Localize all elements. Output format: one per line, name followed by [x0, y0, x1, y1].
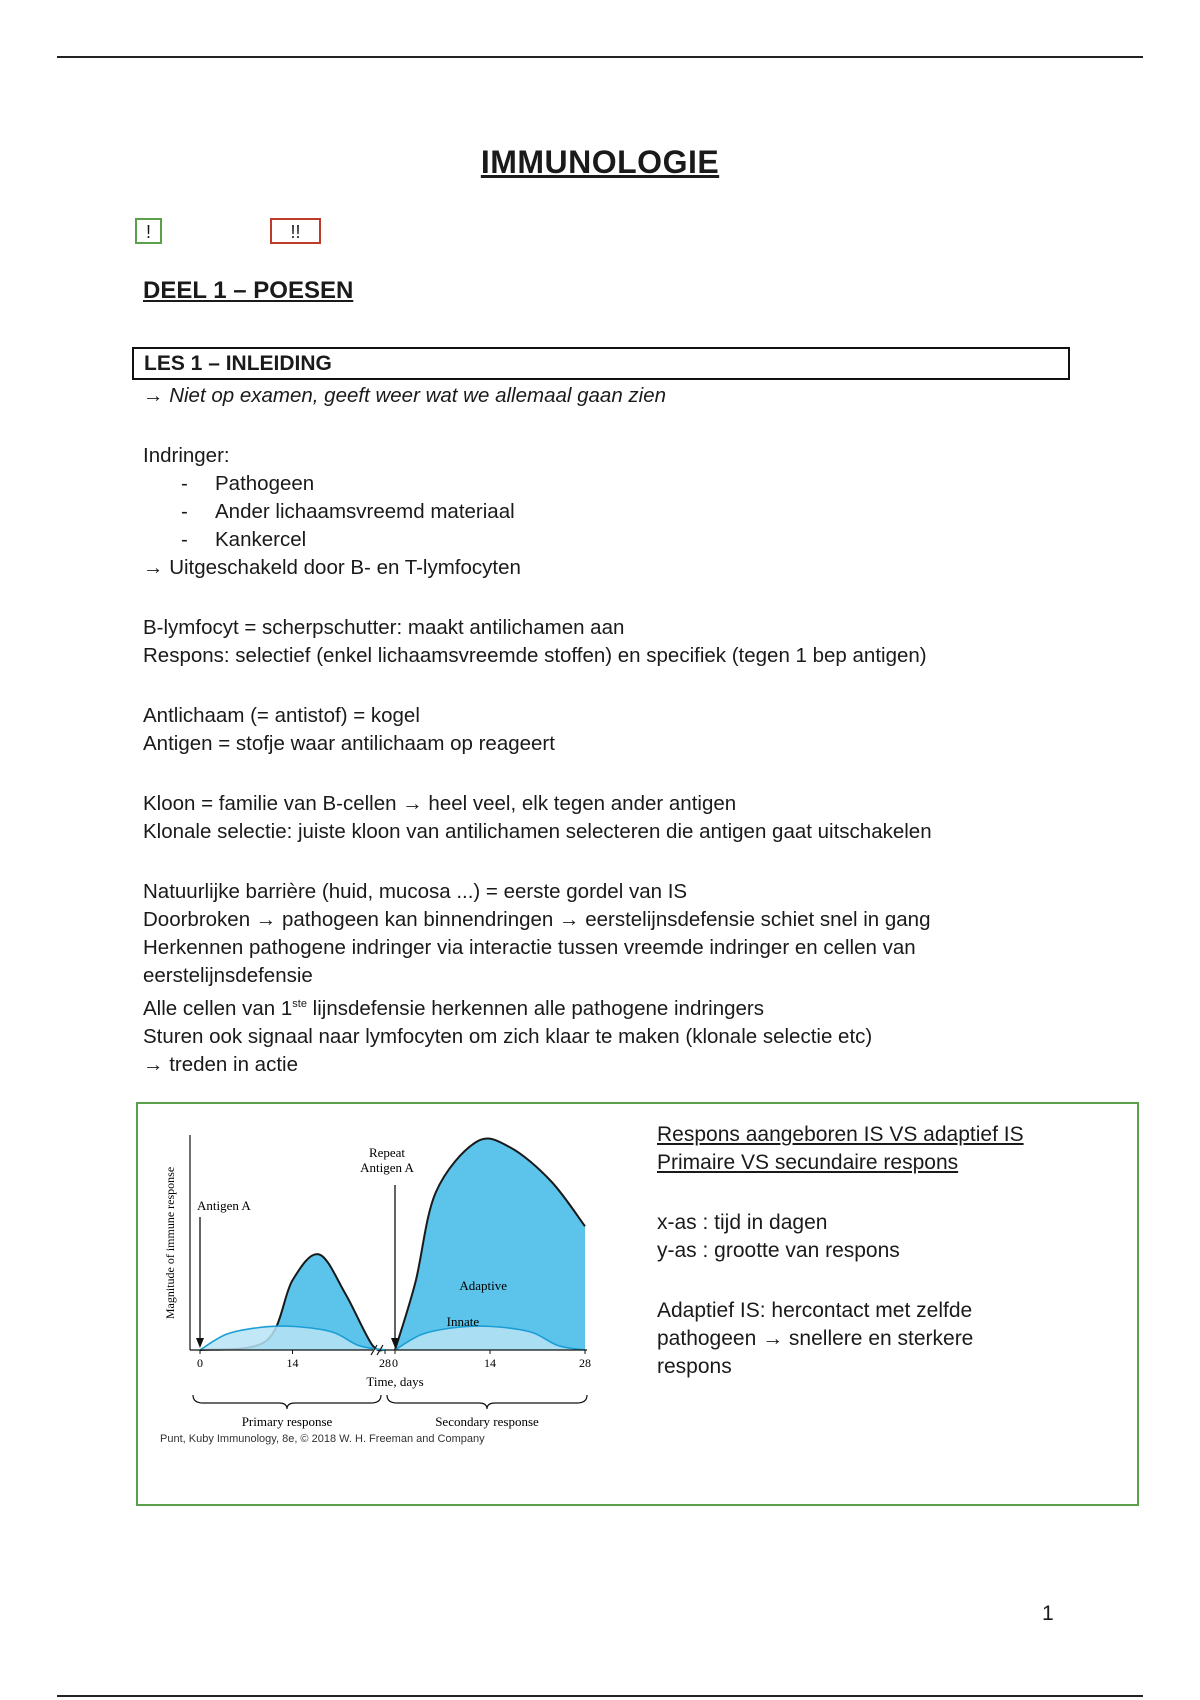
note-antigen: Antigen = stofje waar antilichaam op reageert — [143, 732, 555, 755]
figure-heading-2: Primaire VS secundaire respons — [657, 1151, 959, 1174]
page-number: 1 — [1042, 1602, 1054, 1625]
series-label-adaptive: Adaptive — [459, 1278, 508, 1293]
x-tick-label-primary: 14 — [286, 1356, 299, 1370]
figure-adaptief-3: respons — [657, 1355, 732, 1378]
figure-notes — [657, 1121, 1117, 1381]
annotation-repeat-antigen-a: Antigen A — [360, 1160, 414, 1175]
note-treden: → treden in actie — [143, 1052, 298, 1076]
note-sturen: Sturen ook signaal naar lymfocyten om zich klaar te maken (klonale selectie etc) — [143, 1024, 873, 1048]
note-indringer-heading: Indringer: — [143, 444, 230, 467]
x-tick-label-primary: 28 — [379, 1356, 391, 1370]
note-alle-cellen-pre: Alle cellen van 1 — [143, 996, 293, 1020]
figure-adaptief-1: Adaptief IS: hercontact met zelfde — [657, 1299, 973, 1322]
bottom-rule — [57, 1695, 1143, 1697]
arrow-head — [196, 1338, 204, 1348]
note-doorbroken: Doorbroken → pathogeen kan binnendringen → eerstelijnsdefensie schiet snel in gang — [143, 908, 931, 931]
figure-yas: y-as : grootte van respons — [657, 1239, 900, 1262]
figure-adaptief-2: pathogeen → snellere en sterkere — [657, 1327, 974, 1350]
x-tick-label-secondary: 28 — [579, 1356, 591, 1370]
note-klonale: Klonale selectie: juiste kloon van antilichamen selecteren die antigen gaat uitschakelen — [143, 820, 932, 843]
figure-heading-1: Respons aangeboren IS VS adaptief IS — [657, 1123, 1024, 1146]
list-item-text: Kankercel — [215, 528, 307, 551]
note-herkennen-2: eerstelijnsdefensie — [143, 964, 313, 987]
list-item-text: Pathogeen — [215, 472, 315, 495]
series-label-innate: Innate — [446, 1314, 480, 1329]
page-title: IMMUNOLOGIE — [480, 144, 720, 180]
note-alle-cellen-sup: ste — [292, 998, 307, 1010]
section-heading: DEEL 1 – POESEN — [143, 277, 354, 304]
list-item-text: Ander lichaamsvreemd materiaal — [215, 500, 515, 523]
figure-credit: Punt, Kuby Immunology, 8e, © 2018 W. H. Freeman and Company — [160, 1433, 485, 1445]
note-herkennen-1: Herkennen pathogene indringer via interactie tussen vreemde indringer en cellen van — [143, 936, 916, 959]
annotation-antigen-a: Antigen A — [197, 1198, 251, 1213]
annotation-repeat: Repeat — [368, 1145, 406, 1160]
x-tick-label-secondary: 14 — [484, 1356, 496, 1370]
note-b-lymfocyt: B-lymfocyt = scherpschutter: maakt antilichamen aan — [143, 616, 625, 639]
lesson-notes — [143, 382, 1073, 1079]
y-axis-label: Magnitude of immune response — [163, 1166, 177, 1320]
note-respons: Respons: selectief (enkel lichaamsvreemde stoffen) en specifiek (tegen 1 bep antigen) — [143, 644, 927, 667]
x-axis-label: Time, days — [366, 1374, 424, 1389]
importance-marker-double: !! — [270, 218, 321, 244]
note-barriere: Natuurlijke barrière (huid, mucosa ...) = eerste gordel van IS — [143, 880, 688, 903]
note-indringer-conclusion: → Uitgeschakeld door B- en T-lymfocyten — [143, 556, 521, 579]
note-alle-cellen-post: lijnsdefensie herkennen alle pathogene indringers — [306, 996, 765, 1020]
note-antlichaam: Antlichaam (= antistof) = kogel — [143, 704, 420, 727]
lesson-heading: LES 1 – INLEIDING — [132, 347, 1070, 380]
note-intro: → Niet op examen, geeft weer wat we allemaal gaan zien — [143, 384, 667, 407]
list-item: - Pathogeen — [181, 472, 315, 495]
note-alle-cellen — [143, 990, 1073, 1023]
phase-label-secondary: Secondary response — [435, 1414, 539, 1429]
phase-label-primary: Primary response — [241, 1414, 333, 1429]
list-item: - Kankercel — [181, 528, 307, 551]
brace-secondary — [387, 1395, 587, 1409]
note-kloon: Kloon = familie van B-cellen → heel veel, elk tegen ander antigen — [143, 792, 737, 815]
list-item: - Ander lichaamsvreemd materiaal — [181, 500, 515, 523]
x-tick-label-primary: 0 — [197, 1356, 203, 1370]
importance-marker-single: ! — [135, 218, 162, 244]
figure-xas: x-as : tijd in dagen — [657, 1211, 828, 1234]
immune-response-chart — [155, 1115, 635, 1435]
x-tick-label-secondary: 0 — [392, 1356, 398, 1370]
brace-primary — [193, 1395, 381, 1409]
top-rule — [57, 56, 1143, 58]
